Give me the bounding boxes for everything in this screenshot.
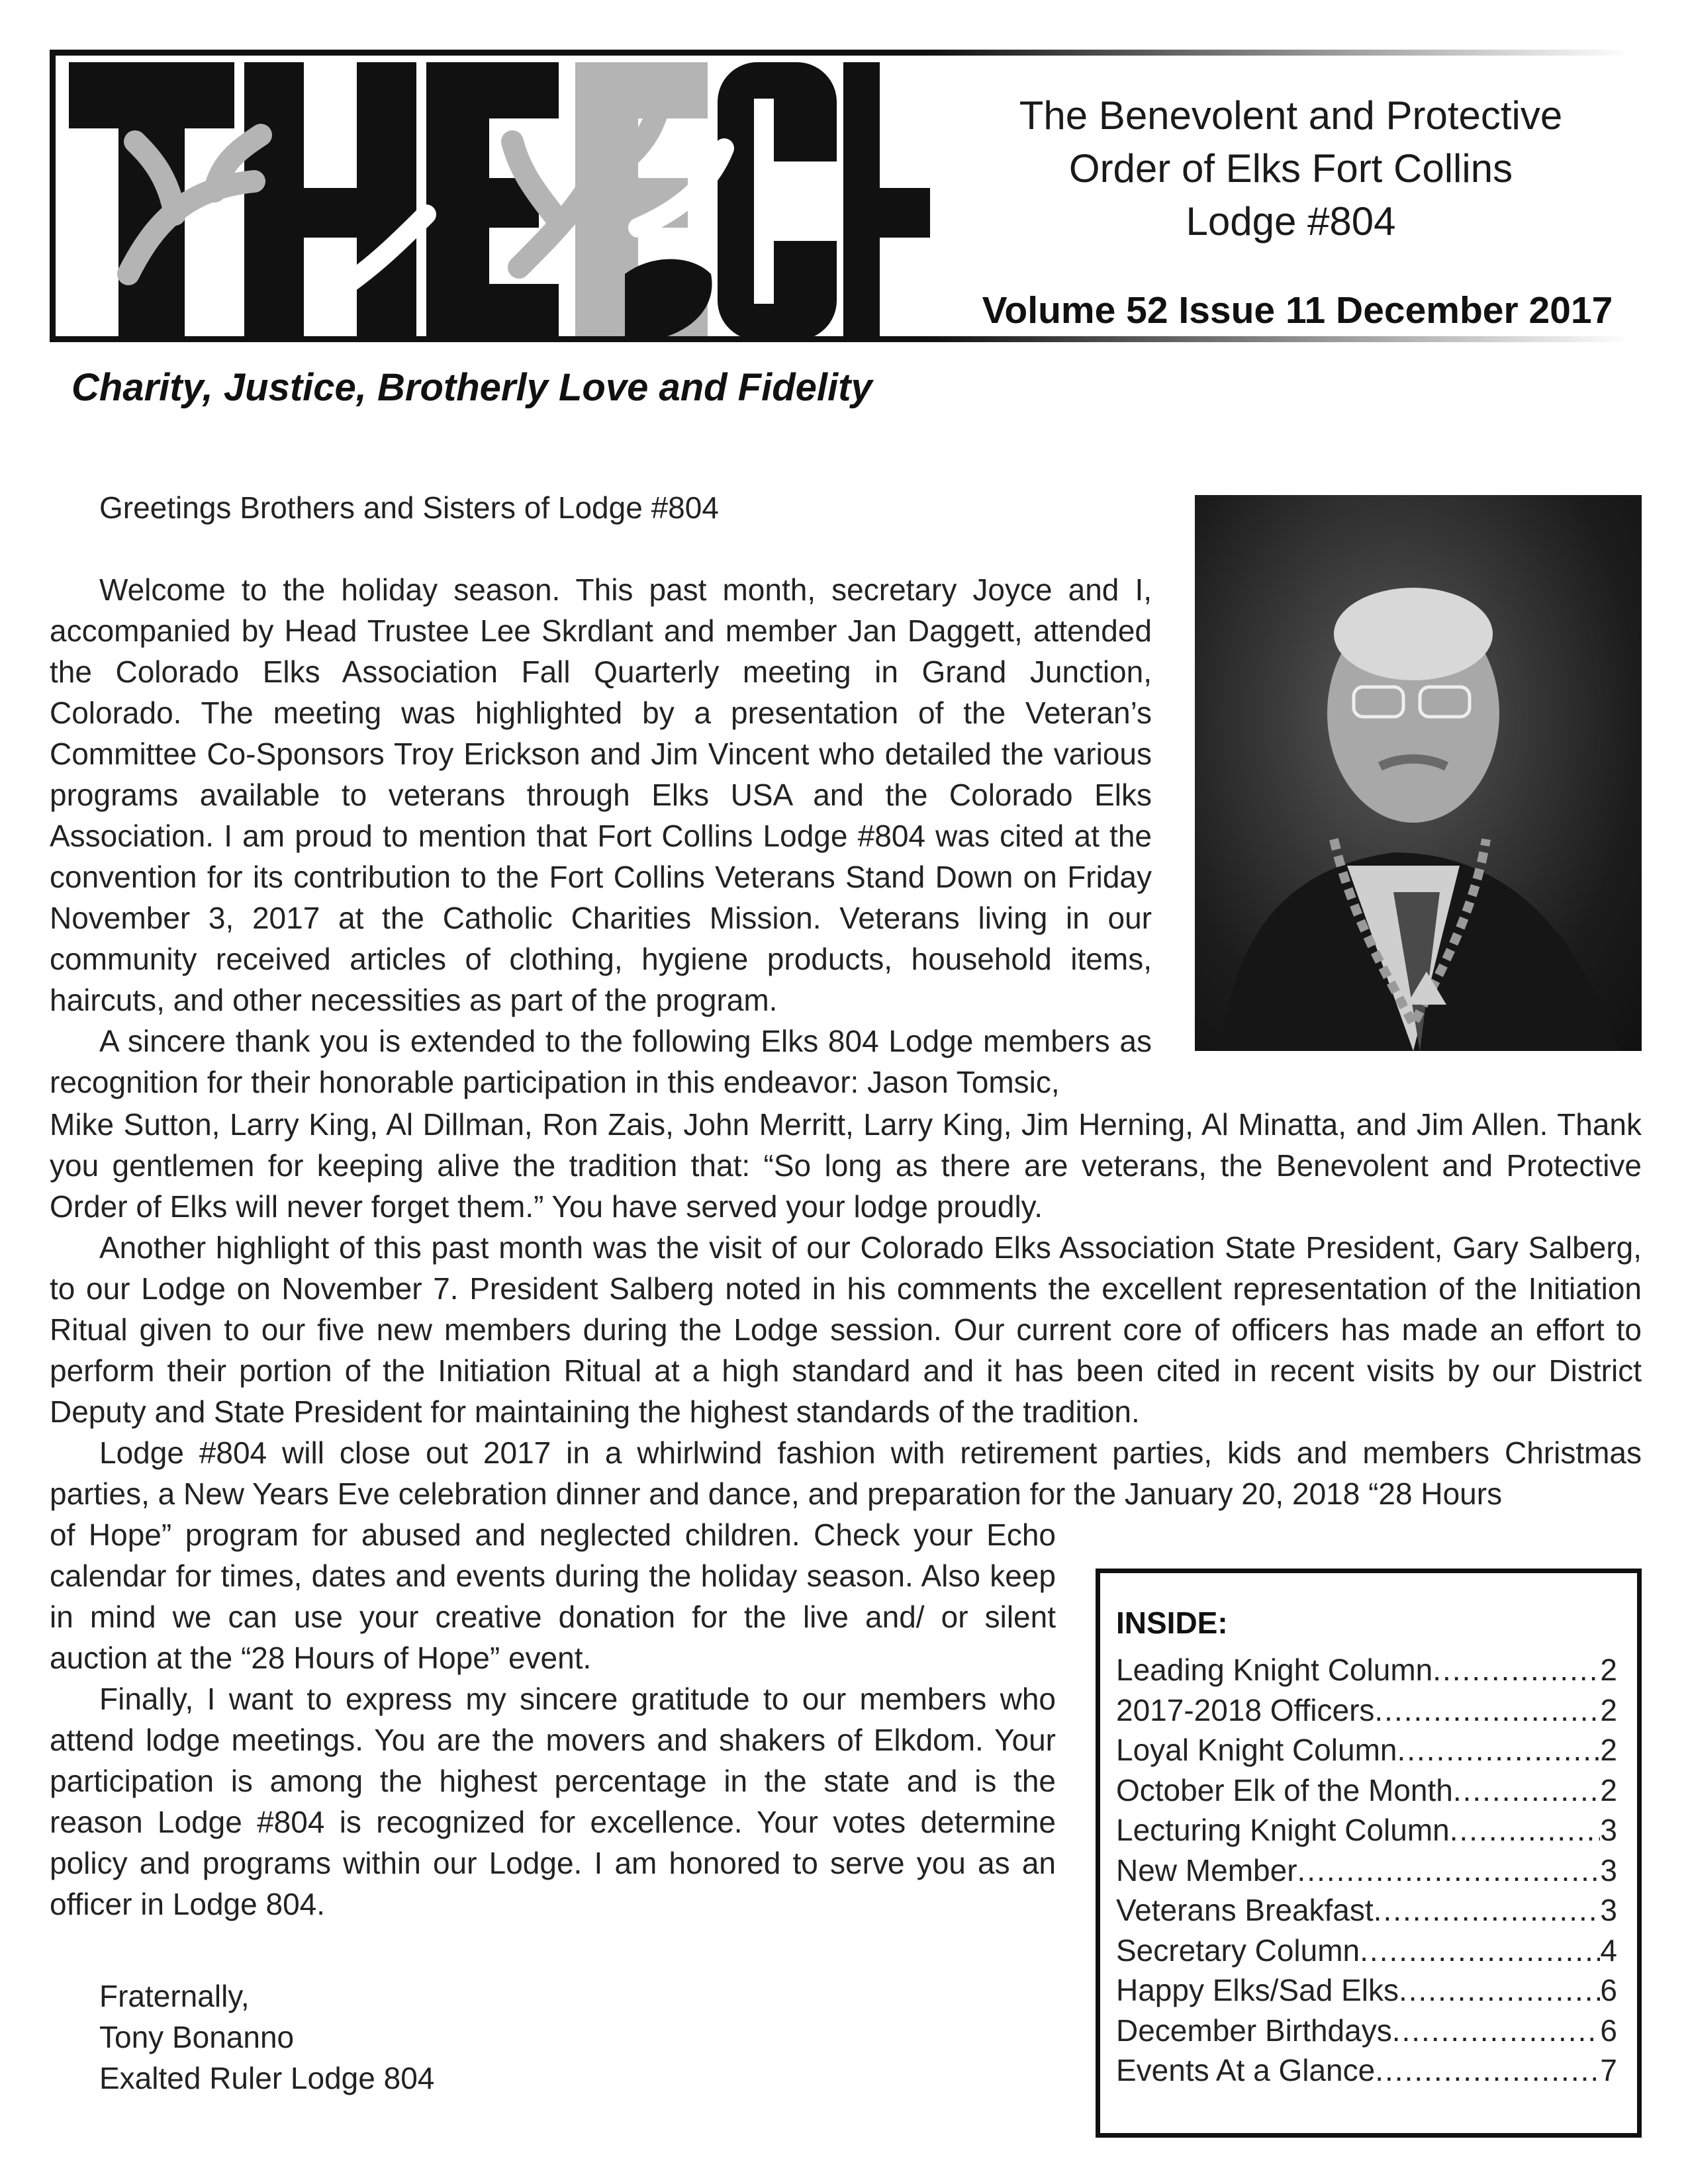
letter-paragraph: of Hope” program for abused and neglected children. Check your Echo calendar for times, dates and events during the holiday season. Also keep in mind we can use your creative donation for the live and/ or silent auction at the “28 Hours of Hope” event.: [50, 1518, 1056, 1675]
portrait-illustration: [1195, 495, 1642, 1051]
toc-item[interactable]: Lecturing Knight Column ..... 3: [1116, 1810, 1617, 1850]
letter-signoff: [99, 1976, 434, 2099]
motto: Charity, Justice, Brotherly Love and Fidelity: [71, 366, 872, 409]
masthead-logo: [50, 50, 930, 342]
toc-item[interactable]: Secretary Column ..... 4: [1116, 1931, 1617, 1971]
letter-paragraph-1-block: [50, 569, 1152, 1103]
letter-paragraph: Welcome to the holiday season. This past month, secretary Joyce and I, accompanied by Head Trustee Lee Skrdlant and member Jan Daggett, attended the Colorado Elks Association Fall Quarterly meeting in Grand Junction, Colorado. The meeting was highlighted by a presentation of the Veteran’s Committee Co-Sponsors Troy Erickson and Jim Vincent who detailed the various programs available to veterans through Elks USA and the Colorado Elks Association. I am proud to mention that Fort Collins Lodge #804 was cited at the convention for its contribution to the Fort Collins Veterans Stand Down on Friday November 3, 2017 at the Catholic Charities Mission. Veterans living in our community received articles of clothing, hygiene products, household items, haircuts, and other necessities as part of the program.: [50, 572, 1152, 1017]
masthead-rule-bottom: [930, 336, 1632, 342]
signoff-title: Exalted Ruler Lodge 804: [99, 2061, 435, 2095]
letter-paragraph: Another highlight of this past month was the visit of our Colorado Elks Association State President, Gary Salberg, to our Lodge on November 7. President Salberg noted in his comments the excellent representation of the Initiation Ritual given to our five new members during the Lodge session. Our current core of officers has made an effort to perform their portion of the Initiation Ritual at a high standard and it has been cited in recent visits by our District Deputy and State President for maintaining the highest standards of the tradition.: [50, 1230, 1642, 1429]
organization-line: Lodge #804: [1186, 199, 1396, 244]
letter-paragraph: A sincere thank you is extended to the following Elks 804 Lodge members as recognition for their honorable participation in this endeavor: Jason Tomsic,: [50, 1024, 1152, 1099]
inside-title: INSIDE:: [1116, 1606, 1228, 1640]
letter-full-width-block: [50, 1104, 1642, 1514]
exalted-ruler-portrait: [1195, 495, 1642, 1051]
toc-item[interactable]: December Birthdays ..... 6: [1116, 2011, 1617, 2051]
toc-item[interactable]: Loyal Knight Column ..... 2: [1116, 1730, 1617, 1770]
letter-paragraph: Lodge #804 will close out 2017 in a whirlwind fashion with retirement parties, kids and members Christmas parties, a New Years Eve celebration dinner and dance, and preparation for the January 20, 2018 “28 Hours: [50, 1435, 1642, 1511]
signoff-name: Tony Bonanno: [99, 2020, 295, 2054]
toc-item[interactable]: Events At a Glance ..... 7: [1116, 2050, 1617, 2091]
letter-left-column-block: [50, 1514, 1056, 1925]
toc-item[interactable]: Veterans Breakfast ..... 3: [1116, 1890, 1617, 1931]
toc-item[interactable]: 2017-2018 Officers ..... 2: [1116, 1690, 1617, 1731]
letter-paragraph: Mike Sutton, Larry King, Al Dillman, Ron Zais, John Merritt, Larry King, Jim Herning, Al Minatta, and Jim Allen. Thank you gentlemen for keeping alive the tradition that: “So long as there are veterans, the Benevolent and Protective Order of Elks will never forget them.” You have served your lodge proudly.: [50, 1107, 1642, 1224]
organization-name: [960, 89, 1622, 248]
organization-line: The Benevolent and Protective: [1019, 93, 1563, 138]
toc-item[interactable]: October Elk of the Month ..... 2: [1116, 1770, 1617, 1811]
letter-greeting: Greetings Brothers and Sisters of Lodge #804: [99, 490, 719, 525]
volume-issue-date: Volume 52 Issue 11 December 2017: [982, 289, 1613, 332]
toc-item[interactable]: Happy Elks/Sad Elks ..... 6: [1116, 1970, 1617, 2011]
elk-antler-graphic: [56, 56, 930, 342]
masthead-rule-top: [930, 50, 1632, 56]
toc-item[interactable]: New Member ..... 3: [1116, 1850, 1617, 1891]
organization-line: Order of Elks Fort Collins: [1068, 146, 1513, 191]
inside-contents-box: [1096, 1569, 1642, 2138]
signoff-line: Fraternally,: [99, 1979, 250, 2013]
letter-paragraph: Finally, I want to express my sincere gratitude to our members who attend lodge meetings. You are the movers and shakers of Elkdom. Your participation is among the highest percentage in the state and is the reason Lodge #804 is recognized for excellence. Your votes determine policy and programs within our Lodge. I am honored to serve you as an officer in Lodge 804.: [50, 1682, 1056, 1921]
toc-item[interactable]: Leading Knight Column ..... 2: [1116, 1650, 1617, 1690]
